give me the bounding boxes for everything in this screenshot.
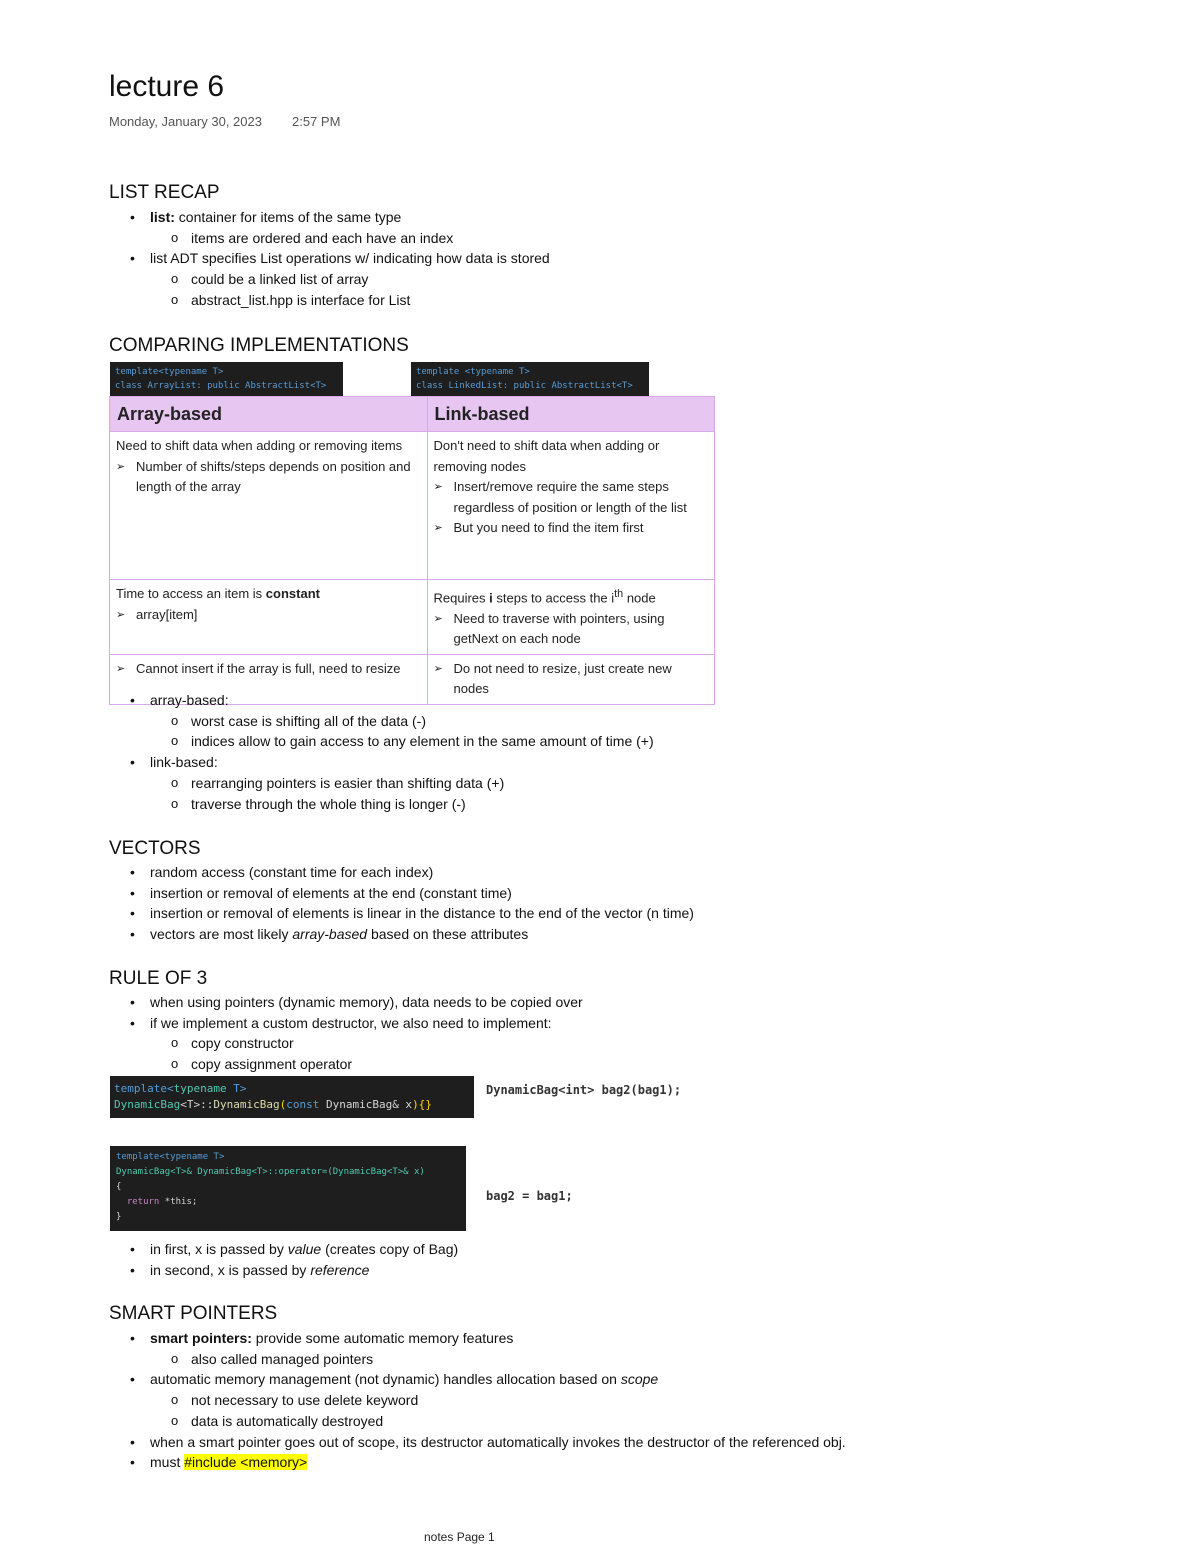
table-header-link: Link-based: [427, 397, 715, 432]
list-item: [130, 1452, 846, 1473]
code-line: }: [116, 1212, 122, 1222]
cell-text: array[item]: [136, 606, 198, 622]
list-item: • when a smart pointer goes out of scope, its destructor automatically invokes the destructor of the referenced obj.: [130, 1432, 846, 1453]
arrow-item: [116, 605, 421, 626]
list-item-text: in second, x is passed by: [150, 1261, 311, 1278]
arrow-item: [434, 609, 709, 650]
cell-text-bold: constant: [265, 586, 320, 601]
cell-text-part: steps to access the i: [492, 590, 615, 606]
comparison-table: [109, 396, 715, 705]
list-item-text: based on these attributes: [367, 926, 529, 943]
code-token: DynamicBag: [114, 1098, 181, 1111]
list-item: o copy constructor: [130, 1033, 583, 1054]
cell-text: Number of shifts/steps depends on position and length of the array: [136, 458, 411, 494]
code-token: T>: [226, 1082, 247, 1095]
cell-text-sup: th: [614, 588, 624, 600]
cell-text: Need to shift data when adding or removing items: [116, 438, 403, 453]
code-token: *this;: [159, 1197, 198, 1207]
arrow-bullet-icon: ➢: [433, 612, 443, 625]
code-token: template<: [114, 1082, 174, 1095]
code-note-assign: bag2 = bag1;: [486, 1189, 573, 1203]
code-line: template<typename T>: [115, 367, 224, 377]
code-line: template<typename T>: [116, 1152, 225, 1162]
code-line: [114, 1097, 470, 1113]
page-title: lecture 6: [109, 70, 225, 103]
list-item-text: container for items of the same type: [174, 209, 402, 225]
heading-list-recap: LIST RECAP: [109, 182, 220, 203]
list-item-em: value: [287, 1241, 322, 1257]
list-item: [130, 1328, 846, 1349]
list-item: o indices allow to gain access to any element in the same amount of time (+): [130, 731, 654, 752]
list-item-text: provide some automatic memory features: [251, 1330, 514, 1346]
table-row: [110, 580, 715, 655]
table-header-array: Array-based: [110, 397, 428, 432]
list-item-em: scope: [620, 1371, 659, 1388]
cell-text: Insert/remove require the same steps regardless of position or length of the list: [453, 479, 687, 515]
list-item: o not necessary to use delete keyword: [130, 1390, 846, 1411]
vectors-list: [130, 862, 694, 945]
arrow-bullet-icon: ➢: [116, 662, 126, 675]
page-meta: [109, 114, 340, 129]
cell-text: [116, 584, 421, 605]
cell-text: Cannot insert if the array is full, need to resize: [136, 660, 401, 676]
list-item: o abstract_list.hpp is interface for List: [130, 290, 550, 311]
table-row: [110, 432, 715, 580]
arrow-bullet-icon: ➢: [433, 522, 443, 534]
heading-vectors: VECTORS: [109, 838, 201, 859]
list-item: • insertion or removal of elements is linear in the distance to the end of the vector (n time): [130, 903, 694, 924]
code-line: [114, 1081, 470, 1097]
table-cell: [427, 580, 715, 655]
list-item-lead: smart pointers:: [150, 1330, 252, 1346]
heading-rule-of-3: RULE OF 3: [109, 968, 208, 989]
list-item: • list ADT specifies List operations w/ indicating how data is stored: [130, 248, 550, 269]
code-line: {: [116, 1182, 122, 1192]
code-line: class LinkedList: public AbstractList<T>: [416, 381, 633, 391]
cell-text-bold: i: [489, 590, 493, 606]
list-item: • insertion or removal of elements at the end (constant time): [130, 883, 694, 904]
cell-text: Don't need to shift data when adding or removing nodes: [433, 438, 660, 474]
list-recap-list: [130, 207, 550, 311]
comparing-list: [130, 690, 654, 814]
code-token: DynamicBag& x: [319, 1098, 413, 1111]
arrow-item: [434, 518, 709, 539]
list-item: [130, 1369, 846, 1390]
list-item: • link-based:: [130, 752, 654, 773]
table-cell: [427, 432, 715, 580]
arrow-bullet-icon: ➢: [116, 608, 126, 621]
code-snippet-copy-constructor: [110, 1076, 474, 1118]
code-snippet-linkedlist: [411, 362, 649, 396]
rule-of-3-list: [130, 992, 583, 1075]
highlighted-text: #include <memory>: [184, 1454, 308, 1471]
arrow-item: [116, 457, 421, 498]
list-item-em: reference: [310, 1261, 370, 1278]
list-item-text: vectors are most likely: [150, 926, 293, 943]
code-token: const: [286, 1098, 320, 1111]
cell-text: [434, 584, 709, 609]
code-snippet-assignment-operator: [110, 1146, 466, 1231]
code-line: template <typename T>: [416, 367, 530, 377]
code-snippet-arraylist: [110, 362, 343, 396]
list-item: [130, 1239, 458, 1260]
cell-text: Need to traverse with pointers, using getNext on each node: [453, 610, 665, 647]
list-item: o traverse through the whole thing is longer (-): [130, 794, 654, 815]
list-item: [130, 207, 550, 228]
list-item: • when using pointers (dynamic memory), data needs to be copied over: [130, 992, 583, 1013]
list-item-text: automatic memory management (not dynamic) handles allocation based on: [150, 1371, 621, 1388]
heading-smart-pointers: SMART POINTERS: [109, 1303, 278, 1324]
cell-text-part: Requires: [433, 590, 490, 606]
code-token: DynamicBag: [213, 1098, 280, 1111]
cell-text-part: node: [623, 590, 656, 606]
arrow-item: [116, 659, 421, 680]
list-item-text: in first, x is passed by: [150, 1241, 288, 1257]
list-item-text: must: [150, 1454, 185, 1471]
code-token: <T>::: [180, 1098, 214, 1111]
list-item: o copy assignment operator: [130, 1054, 583, 1075]
code-line: [116, 1195, 460, 1210]
arrow-item: [434, 477, 709, 518]
list-item-text: (creates copy of Bag): [321, 1241, 459, 1257]
list-item: o data is automatically destroyed: [130, 1411, 846, 1432]
cell-text-part: Time to access an item is: [116, 586, 266, 601]
list-item: o rearranging pointers is easier than shifting data (+): [130, 773, 654, 794]
table-cell: [110, 580, 428, 655]
cell-text: But you need to find the item first: [453, 520, 644, 535]
heading-comparing: COMPARING IMPLEMENTATIONS: [109, 335, 409, 356]
list-item-em: array-based: [292, 926, 368, 943]
arrow-bullet-icon: ➢: [433, 481, 443, 493]
code-line: DynamicBag<T>& DynamicBag<T>::operator=(DynamicBag<T>& x): [116, 1167, 425, 1177]
smart-pointers-list: [130, 1328, 846, 1473]
list-item: o also called managed pointers: [130, 1349, 846, 1370]
arrow-bullet-icon: ➢: [116, 460, 126, 473]
code-line: class ArrayList: public AbstractList<T>: [115, 381, 327, 391]
code-token: (: [279, 1098, 287, 1111]
list-item-lead: list:: [150, 209, 175, 225]
list-item: o worst case is shifting all of the data (-): [130, 711, 654, 732]
page-date: Monday, January 30, 2023: [109, 114, 262, 129]
arrow-bullet-icon: ➢: [433, 662, 443, 675]
cell-text: Do not need to resize, just create new nodes: [453, 660, 672, 697]
table-cell: [110, 432, 428, 580]
code-note-copy: DynamicBag<int> bag2(bag1);: [486, 1083, 682, 1097]
list-item: [130, 1260, 458, 1281]
list-item: [130, 924, 694, 945]
list-item: • if we implement a custom destructor, we also need to implement:: [130, 1013, 583, 1034]
table-header-row: [110, 397, 715, 432]
code-token: ){}: [412, 1098, 432, 1111]
list-item: o items are ordered and each have an index: [130, 228, 550, 249]
list-item: • array-based:: [130, 690, 654, 711]
code-token: return: [126, 1197, 160, 1207]
list-item: • random access (constant time for each index): [130, 862, 694, 883]
code-token: typename: [173, 1082, 227, 1095]
page-footer: notes Page 1: [424, 1530, 495, 1544]
list-item: o could be a linked list of array: [130, 269, 550, 290]
rule-of-3-notes: [130, 1239, 458, 1280]
page-time: 2:57 PM: [291, 114, 341, 129]
